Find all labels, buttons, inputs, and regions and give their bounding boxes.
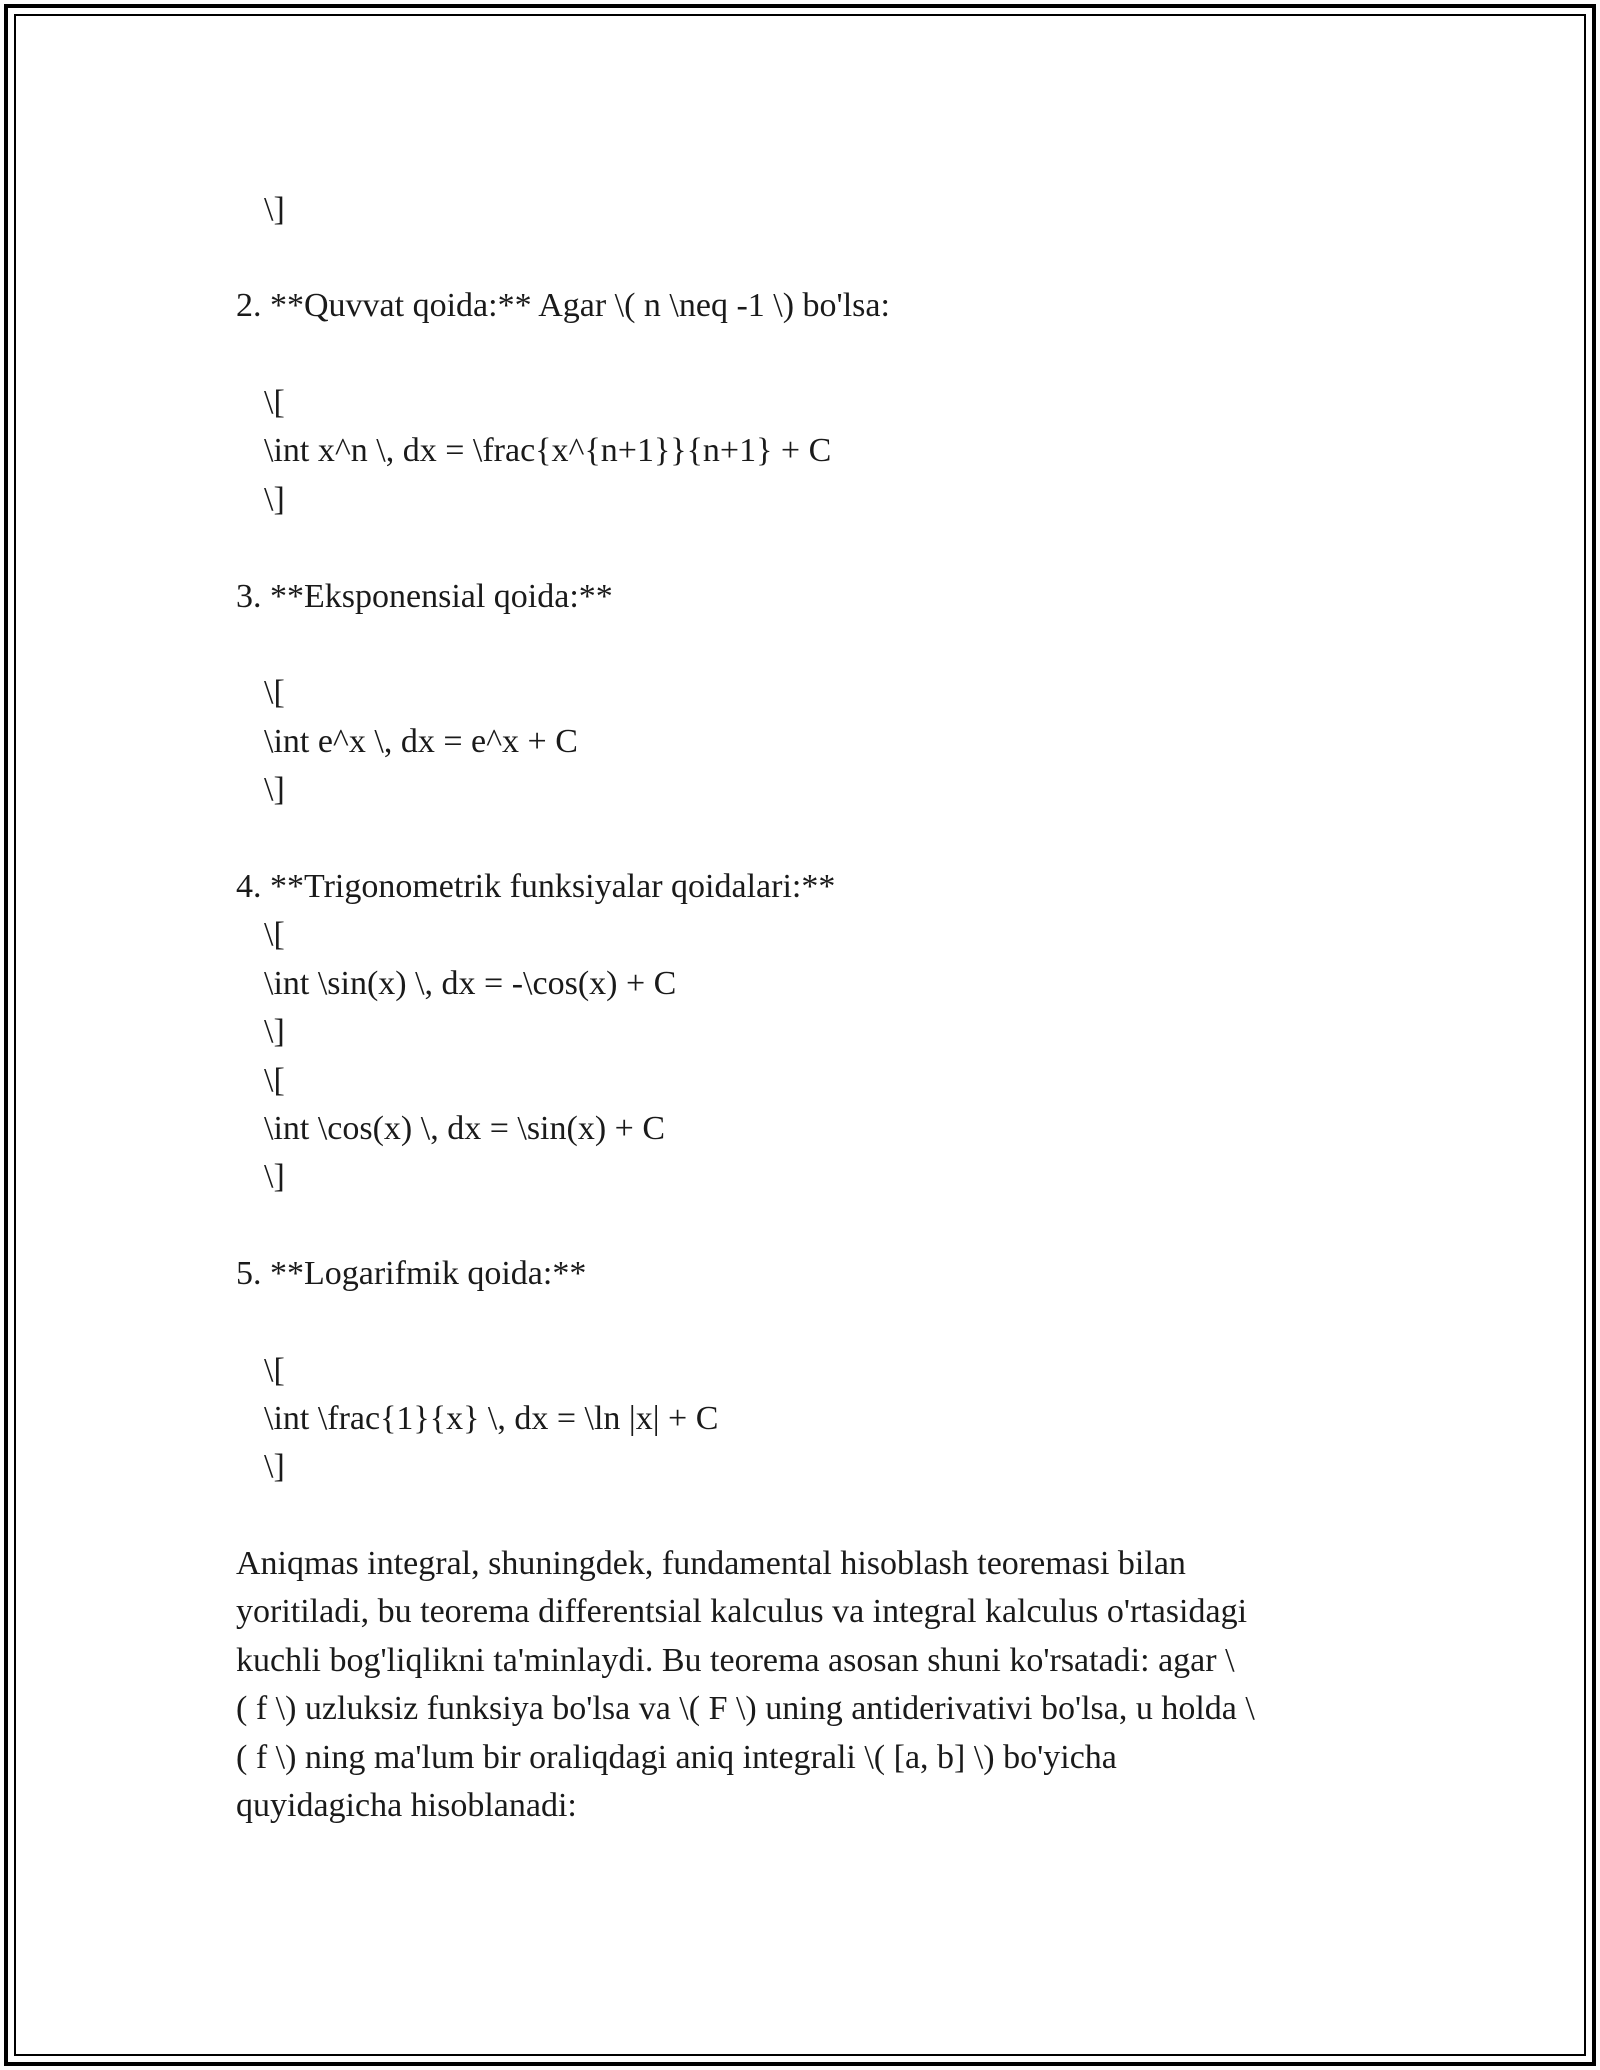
rule-4-heading: 4. **Trigonometrik funksiyalar qoidalari:**: [236, 868, 836, 905]
formula-sin-rule: \int \sin(x) \, dx = -\cos(x) + C: [264, 965, 677, 1002]
display-math-close: \]: [264, 1158, 285, 1195]
display-math-close: \]: [264, 1448, 285, 1485]
formula-log-rule: \int \frac{1}{x} \, dx = \ln |x| + C: [264, 1400, 719, 1437]
formula-power-rule: \int x^n \, dx = \frac{x^{n+1}}{n+1} + C: [264, 432, 832, 469]
rule-2-heading: 2. **Quvvat qoida:** Agar \( n \neq -1 \) bo'lsa:: [236, 287, 890, 324]
rule-3-heading: 3. **Eksponensial qoida:**: [236, 578, 613, 615]
formula-cos-rule: \int \cos(x) \, dx = \sin(x) + C: [264, 1110, 665, 1147]
display-math-open: \[: [264, 384, 285, 421]
display-math-close: \]: [264, 1013, 285, 1050]
display-math-close: \]: [264, 481, 285, 518]
fundamental-theorem-paragraph: [236, 1540, 1366, 1830]
paragraph-line: yoritiladi, bu teorema differentsial kalculus va integral kalculus o'rtasidagi: [236, 1593, 1248, 1631]
formula-exponential-rule: \int e^x \, dx = e^x + C: [264, 723, 578, 760]
display-math-open: \[: [264, 1062, 285, 1099]
rule-5-heading: 5. **Logarifmik qoida:**: [236, 1255, 587, 1292]
display-math-open: \[: [264, 916, 285, 953]
display-math-open: \[: [264, 1352, 285, 1389]
paragraph-line: Aniqmas integral, shuningdek, fundamental hisoblash teoremasi bilan: [236, 1545, 1186, 1582]
paragraph-line: quyidagicha hisoblanadi:: [236, 1787, 577, 1825]
display-math-close: \]: [264, 191, 285, 228]
paragraph-line: ( f \) uzluksiz funksiya bo'lsa va \( F \) uning antiderivativi bo'lsa, u holda \: [236, 1690, 1255, 1728]
display-math-open: \[: [264, 674, 285, 711]
paragraph-line: kuchli bog'liqlikni ta'minlaydi. Bu teorema asosan shuni ko'rsatadi: agar \: [236, 1641, 1235, 1679]
display-math-close: \]: [264, 771, 285, 808]
paragraph-line: ( f \) ning ma'lum bir oraliqdagi aniq integrali \( [a, b] \) bo'yicha: [236, 1738, 1117, 1776]
